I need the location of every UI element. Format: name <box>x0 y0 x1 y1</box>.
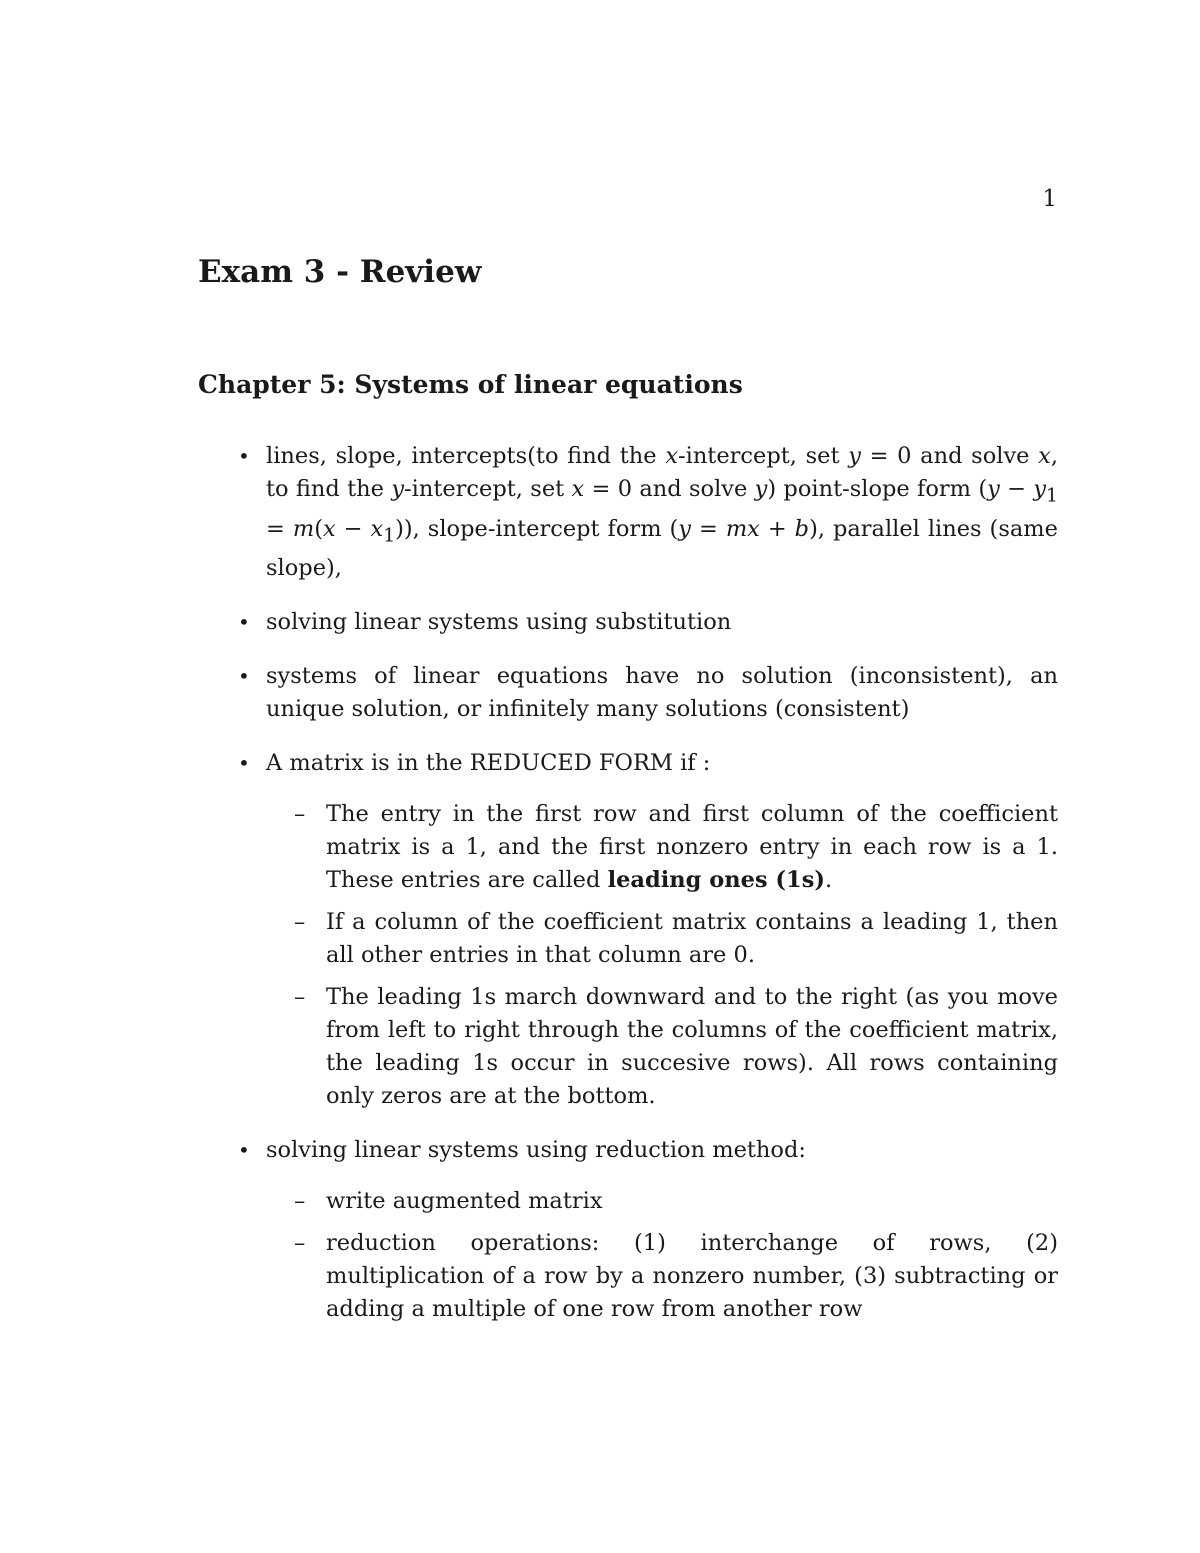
math-variable: mx <box>725 515 760 542</box>
page-title: Exam 3 - Review <box>198 254 482 290</box>
text-segment: ( <box>314 515 323 542</box>
topic-text <box>266 1137 806 1163</box>
text-segment: . <box>825 867 833 893</box>
topic-text <box>266 750 710 776</box>
text-segment: )), slope-intercept form ( <box>395 515 679 542</box>
topic-item <box>198 440 1058 585</box>
subtopic-item <box>266 906 1058 972</box>
topic-list <box>198 440 1058 1326</box>
subtopic-item <box>266 1227 1058 1326</box>
text-segment: A matrix is in the REDUCED FORM if : <box>266 750 711 776</box>
subscript: 1 <box>1046 485 1058 507</box>
topic-text <box>266 443 1058 581</box>
text-segment: write augmented matrix <box>326 1188 603 1214</box>
topic-item <box>198 747 1058 1113</box>
text-segment: The leading 1s march downward and to the right (as you move from left to right through the columns of the coefficient matrix, the leading 1s occur in succesive rows). All rows containing only zeros are at the bottom. <box>326 984 1058 1109</box>
bullet-icon: • <box>238 444 250 468</box>
subtopic-item <box>266 1185 1058 1218</box>
text-segment: -intercept, set <box>678 443 849 469</box>
topic-text <box>266 663 1058 722</box>
topic-text <box>266 609 731 635</box>
math-variable: x <box>665 443 679 469</box>
text-segment: The entry in the first row and first column of the coefficient matrix is a 1, and the first nonzero entry in each row is a 1. These entries are called <box>326 801 1058 893</box>
math-variable: x <box>1038 443 1051 469</box>
text-segment: = <box>266 515 293 542</box>
dash-icon: – <box>294 1230 306 1256</box>
math-variable: y <box>391 476 405 502</box>
bullet-icon: • <box>238 664 250 688</box>
text-segment: -intercept, set <box>404 476 572 502</box>
subtopic-text <box>326 909 1058 968</box>
topic-item <box>198 606 1058 639</box>
subtopic-text <box>326 801 1058 893</box>
math-variable: b <box>794 515 810 542</box>
math-variable: x <box>571 476 585 502</box>
math-variable: y <box>987 476 1000 502</box>
math-variable: x <box>370 515 384 542</box>
subtopic-item <box>266 798 1058 897</box>
subscript: 1 <box>383 525 396 546</box>
dash-icon: – <box>294 984 306 1010</box>
chapter-heading: Chapter 5: Systems of linear equations <box>198 370 743 399</box>
text-segment: If a column of the coefficient matrix contains a leading 1, then all other entries in that column are 0. <box>326 909 1058 968</box>
subtopic-text <box>326 984 1058 1109</box>
bullet-icon: • <box>238 610 250 634</box>
bold-term: leading ones (1s) <box>607 867 826 893</box>
page-number: 1 <box>1042 186 1057 212</box>
text-segment: − <box>335 515 371 542</box>
subtopic-list <box>266 798 1058 1113</box>
dash-icon: – <box>294 801 306 827</box>
text-segment: ), parallel lines (same slope), <box>266 515 1058 581</box>
text-segment: − <box>999 476 1034 502</box>
text-segment: = 0 and solve <box>860 443 1039 469</box>
topic-item <box>198 660 1058 726</box>
text-segment: ) point-slope form ( <box>767 476 988 502</box>
math-variable: y <box>678 515 691 542</box>
topic-item <box>198 1134 1058 1326</box>
review-content <box>198 440 1058 1347</box>
text-segment: + <box>759 515 795 542</box>
text-segment: reduction operations: (1) interchange of rows, (2) multiplication of a row by a nonzero number, (3) subtracting or adding a multiple of one row from another row <box>326 1230 1058 1322</box>
math-variable: y <box>1033 476 1047 502</box>
text-segment: , to find the <box>266 443 1059 502</box>
math-variable: m <box>292 515 315 542</box>
text-segment: systems of linear equations have no solution (inconsistent), an unique solution, or infinitely many solutions (consistent) <box>266 663 1058 722</box>
text-segment: = <box>691 515 726 542</box>
dash-icon: – <box>294 909 306 935</box>
bullet-icon: • <box>238 751 250 775</box>
dash-icon: – <box>294 1188 306 1214</box>
text-segment: solving linear systems using substitution <box>266 609 732 635</box>
math-variable: y <box>848 443 861 469</box>
text-segment: = 0 and solve <box>584 476 755 502</box>
text-segment: lines, slope, intercepts(to find the <box>266 443 666 469</box>
subtopic-item <box>266 981 1058 1113</box>
text-segment: solving linear systems using reduction method: <box>266 1137 806 1163</box>
subtopic-list <box>266 1185 1058 1326</box>
subtopic-text <box>326 1230 1058 1322</box>
subtopic-text <box>326 1188 603 1214</box>
math-variable: y <box>754 476 768 502</box>
bullet-icon: • <box>238 1138 250 1162</box>
math-variable: x <box>322 515 336 542</box>
